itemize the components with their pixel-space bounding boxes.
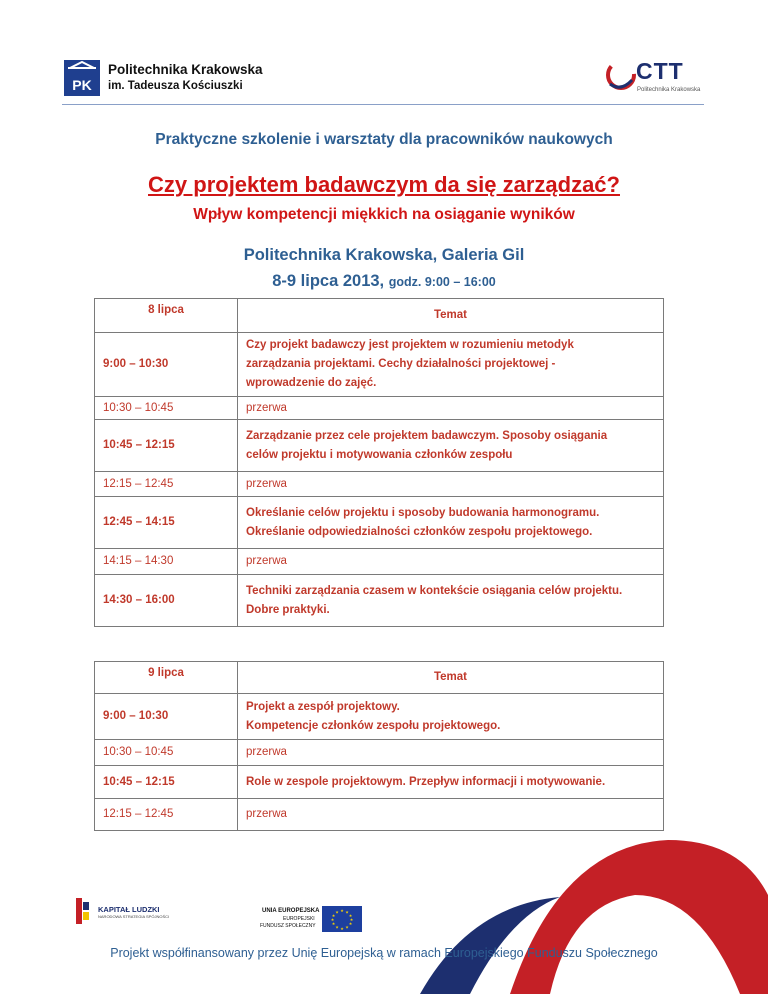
break-label: przerwa [238,740,664,766]
svg-text:★: ★ [331,921,336,926]
svg-text:★: ★ [349,917,354,922]
day-header: 9 lipca [95,662,238,694]
topic-line: Dobre praktyki. [246,603,330,616]
topic-line: Techniki zarządzania czasem w kontekście osiągania celów projektu. [246,584,623,597]
decorative-arc [410,835,768,994]
ctt-name: CTT [636,58,684,84]
kapital-ludzki-name: KAPITAŁ LUDZKI [98,905,160,914]
table-row [95,472,664,497]
session-topic [238,694,664,740]
topic-line: Czy projekt badawczy jest projektem w rozumieniu metodyk [246,339,574,351]
politechnika-logo [64,60,100,96]
svg-text:★: ★ [345,924,349,930]
table-row [95,766,664,799]
university-name: Politechnika Krakowska [108,62,263,77]
event-title: Czy projektem badawczym da się zarządzać? [148,172,620,197]
svg-text:★: ★ [345,909,349,915]
session-time: 9:00 – 10:30 [95,333,238,397]
session-topic [238,575,664,627]
kapital-ludzki-subtitle: NARODOWA STRATEGIA SPÓJNOŚCI [98,914,170,919]
svg-text:★: ★ [331,913,336,918]
table-row [95,694,664,740]
svg-text:★: ★ [340,926,344,931]
table-row [95,497,664,549]
session-topic [238,333,664,397]
table-row [95,397,664,420]
session-topic: Role w zespole projektowym. Przepływ informacji i motywowanie. [238,766,664,799]
break-time: 10:30 – 10:45 [95,740,238,766]
topic-header: Temat [238,299,664,333]
svg-text:PK: PK [72,77,92,93]
university-subtitle: im. Tadeusza Kościuszki [108,80,243,92]
break-label: przerwa [238,549,664,575]
session-time: 12:45 – 14:15 [95,497,238,549]
svg-text:★: ★ [348,913,353,918]
topic-line: celów projektu i motywowania członków zespołu [246,448,513,461]
break-label: przerwa [238,799,664,831]
table-row [95,575,664,627]
session-topic [238,497,664,549]
svg-text:★: ★ [330,917,335,922]
header-divider [62,104,704,105]
cofinancing-note: Projekt współfinansowany przez Unię Europejską w ramach Europejskiego Funduszu Społecznego [110,946,658,960]
session-time: 10:45 – 12:15 [95,766,238,799]
schedule-table-day1 [94,298,664,627]
table-row [95,333,664,397]
break-time: 12:15 – 12:45 [95,799,238,831]
eu-fund-label: EUROPEJSKI [283,916,315,922]
session-time: 14:30 – 16:00 [95,575,238,627]
break-time: 10:30 – 10:45 [95,397,238,420]
table-row [95,549,664,575]
topic-line: Zarządzanie przez cele projektem badawczym. Sposoby osiągania [246,429,608,442]
eu-label: UNIA EUROPEJSKA [262,908,320,914]
topic-line: Określanie odpowiedzialności członków zespołu projektowego. [246,525,593,538]
topic-line: wprowadzenie do zajęć. [246,377,377,389]
topic-line: Projekt a zespół projektowy. [246,700,400,713]
break-label: przerwa [238,397,664,420]
eu-flag-icon [322,906,362,932]
table-row [95,420,664,472]
topic-line: Określanie celów projektu i sposoby budowania harmonogramu. [246,506,600,519]
table-row [95,740,664,766]
topic-line: Kompetencje członków zespołu projektowego. [246,719,501,732]
svg-text:★: ★ [335,924,339,930]
session-time: 10:45 – 12:15 [95,420,238,472]
svg-text:★: ★ [335,909,339,915]
session-topic [238,420,664,472]
eu-fund-label-2: FUNDUSZ SPOŁECZNY [260,923,316,929]
topic-header: Temat [238,662,664,694]
event-hours: godz. 9:00 – 16:00 [388,275,496,289]
schedule-table-day2 [94,661,664,831]
event-location: Politechnika Krakowska, Galeria Gil [243,246,525,264]
break-time: 12:15 – 12:45 [95,472,238,497]
event-subtitle: Wpływ kompetencji miękkich na osiąganie wyników [193,206,575,223]
event-type: Praktyczne szkolenie i warsztaty dla pracowników naukowych [155,131,613,148]
event-date [0,272,768,291]
kapital-ludzki-logo [74,896,94,926]
topic-line: zarządzania projektami. Cechy działalności projektowej - [246,358,556,370]
event-date-text: 8-9 lipca 2013, [272,272,385,290]
day-header: 8 lipca [95,299,238,333]
break-time: 14:15 – 14:30 [95,549,238,575]
svg-text:★: ★ [340,908,344,913]
ctt-subtitle: Politechnika Krakowska [637,87,701,93]
table-row [95,799,664,831]
svg-text:★: ★ [348,921,353,926]
session-time: 9:00 – 10:30 [95,694,238,740]
break-label: przerwa [238,472,664,497]
